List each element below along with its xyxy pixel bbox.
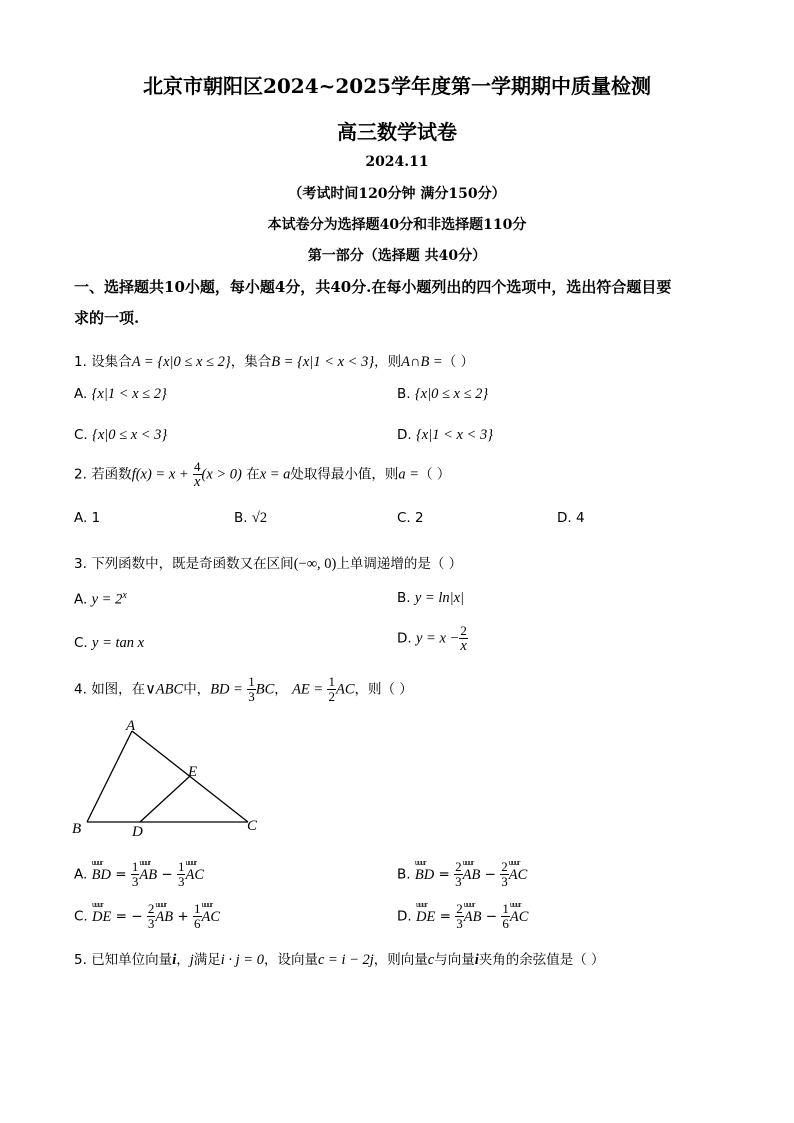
vector-arrow: uuur (509, 899, 521, 909)
vector (463, 899, 482, 926)
option-label: A. (74, 510, 88, 526)
q5-j: j (189, 952, 194, 968)
q2-option-b[interactable] (234, 510, 267, 527)
fraction-numerator: 2 (460, 623, 467, 638)
q4-bd: BD = (210, 681, 243, 698)
exam-time-info: （考试时间120分钟 满分150分） (288, 186, 506, 202)
q4-option-d[interactable]: D. uuur DE = $\frac{2}{3}$ uuur AB − $\frac{1}{6}$ uuur AC (397, 899, 529, 931)
q5-mid4: 与向量 (434, 952, 475, 968)
vector (415, 899, 436, 926)
q2-option-a[interactable] (74, 510, 100, 526)
q4-bc: BC (255, 681, 275, 698)
option-label: D. (557, 510, 572, 526)
option-label: B. (397, 866, 411, 883)
vector-name: AB (463, 908, 482, 925)
q3-pre: 下列函数中，既是奇函数又在区间 (91, 556, 294, 572)
sign: − (131, 908, 143, 925)
q3-option-c[interactable] (74, 635, 144, 652)
q4-ae: AE = (292, 681, 324, 698)
q3-number: 3. (74, 556, 87, 572)
q4-pre: 如图，在 (91, 681, 146, 698)
vector-name: AB (155, 908, 174, 925)
q5-c-def: c = i − 2j (317, 952, 374, 968)
vector-arrow: uuur (414, 857, 426, 867)
option-label: A. (74, 386, 88, 402)
q4-ac: AC (335, 681, 355, 698)
vector-arrow: uuur (185, 857, 197, 867)
q5-post: 夹角的余弦值是（ ） (478, 952, 605, 968)
fraction-denominator: 3 (248, 689, 255, 704)
q1-pre: 设集合 (91, 354, 132, 370)
option-text: {x|0 ≤ x ≤ 2} (414, 386, 489, 402)
vector (139, 857, 158, 884)
fraction-denominator: 6 (194, 916, 201, 931)
option-label: C. (74, 908, 88, 925)
coef-2 (501, 902, 510, 931)
label-c: C (247, 818, 258, 834)
triangle-figure (70, 712, 270, 840)
q2-option-d[interactable] (557, 510, 585, 526)
vector-arrow: uuur (463, 899, 475, 909)
vector-arrow: uuur (91, 857, 103, 867)
vector-name: AB (139, 866, 158, 883)
q3-option-a[interactable] (74, 590, 127, 609)
q1-number: 1. (74, 354, 87, 370)
q5-mid3: ，则向量 (373, 952, 428, 968)
fraction-numerator: 2 (147, 901, 155, 916)
option-label: D. (397, 427, 412, 443)
q5-c: c (427, 952, 435, 968)
fraction-numerator: 1 (502, 901, 509, 916)
vector-name: BD (91, 866, 111, 883)
option-label: A. (74, 866, 88, 883)
vector-name: AC (508, 866, 528, 883)
option-label: B. (397, 386, 411, 402)
fraction-denominator: 3 (177, 874, 185, 889)
q2-number: 2. (74, 466, 87, 483)
option-text: 2 (415, 510, 424, 526)
q3-option-d[interactable] (397, 624, 468, 653)
label-d: D (132, 824, 143, 840)
part-title: 第一部分（选择题 共40分） (307, 248, 487, 264)
vector-name: DE (415, 908, 436, 925)
option-text: y = ln|x| (414, 590, 465, 606)
vector-name: DE (92, 908, 112, 925)
segment-de (140, 776, 190, 822)
q2-pre: 若函数 (91, 466, 132, 483)
vector-name: AC (509, 908, 529, 925)
vector-arrow: uuur (415, 899, 427, 909)
vector (91, 857, 111, 884)
fraction-numerator: 2 (455, 859, 462, 874)
option-text: 4 (575, 510, 585, 526)
vector (92, 899, 112, 926)
q1-option-c[interactable] (74, 427, 167, 444)
fraction-denominator: 3 (455, 874, 462, 889)
option-label: C. (397, 510, 411, 526)
vector-name: AC (201, 908, 221, 925)
vector (185, 857, 204, 884)
q4-mid1: 中， (183, 681, 211, 698)
operator: − (161, 866, 173, 883)
label-e: E (188, 764, 198, 780)
option-label: A. (74, 591, 88, 608)
q3-option-b[interactable] (397, 590, 464, 607)
question-4 (74, 675, 413, 704)
q4-bd-fraction (247, 675, 256, 704)
option-text: {x|0 ≤ x < 3} (92, 427, 168, 443)
q2-blank: （ ） (419, 466, 451, 483)
option-label: B. (234, 510, 248, 526)
option-label: B. (397, 590, 411, 606)
question-5 (74, 948, 605, 969)
vector-name: AB (462, 866, 481, 883)
q5-i: i (172, 952, 177, 968)
q1-option-a[interactable] (74, 386, 167, 403)
q1-blank: （ ） (442, 354, 475, 370)
q5-sep: ， (176, 952, 190, 968)
vector-arrow: uuur (201, 899, 213, 909)
fraction-denominator: 2 (328, 689, 335, 704)
q5-i2: i (474, 952, 479, 968)
operator: + (177, 908, 189, 925)
q4-number: 4. (74, 681, 87, 698)
q4-triangle: ∨ABC (145, 681, 184, 698)
fraction-denominator: x (460, 638, 467, 654)
q5-dot: i · j = 0 (220, 952, 264, 968)
fraction-denominator: x (194, 474, 201, 490)
score-info: 本试卷分为选择题40分和非选择题110分 (267, 217, 527, 233)
vector (509, 899, 529, 926)
vector (155, 899, 174, 926)
vector-name: BD (414, 866, 435, 883)
q4-post: ，则（ ） (354, 681, 413, 698)
option-text: y = tan x (92, 635, 145, 651)
q4-ae-fraction (327, 675, 336, 704)
option-text: {x|1 < x < 3} (415, 427, 494, 443)
section-heading-line2: 求的一项. (74, 309, 140, 327)
vector-name: AC (185, 866, 204, 883)
fraction-numerator: 2 (456, 901, 463, 916)
optD-fraction (459, 624, 468, 653)
coef-1 (455, 902, 464, 931)
q3-post: 上单调递增的是（ ） (336, 556, 463, 572)
option-text: {x|1 < x ≤ 2} (91, 386, 167, 402)
exam-title: 北京市朝阳区2024~2025学年度第一学期期中质量检测 (142, 74, 652, 98)
option-text: y = x − (415, 630, 460, 647)
q2-cond: (x > 0) (201, 466, 242, 483)
q2-mid: 在 (246, 466, 260, 483)
q1-option-b[interactable] (397, 386, 488, 403)
option-text: √2 (251, 510, 268, 526)
q1-post: ，则 (374, 354, 402, 370)
fraction-numerator: 1 (177, 859, 185, 874)
exponent: x (122, 590, 127, 601)
question-2 (74, 460, 450, 489)
label-a: A (126, 718, 136, 734)
section-heading-line1: 一、选择题共10小题，每小题4分，共40分.在每小题列出的四个选项中，选出符合题目要 (74, 278, 672, 296)
exam-subtitle: 高三数学试卷 (337, 120, 457, 144)
fraction-numerator: 1 (248, 674, 255, 689)
q5-mid2: ，设向量 (263, 952, 318, 968)
q5-number: 5. (74, 952, 87, 968)
fraction-numerator: 2 (501, 859, 508, 874)
coef-2 (193, 902, 202, 931)
q2-post: 处取得最小值，则 (290, 466, 399, 483)
option-label: C. (74, 635, 88, 651)
q2-at: x = a (259, 466, 291, 483)
q1-set-a: A = {x|0 ≤ x ≤ 2} (131, 354, 231, 370)
fraction-numerator: 1 (328, 674, 335, 689)
q1-set-b: B = {x|1 < x < 3} (271, 354, 375, 370)
fraction-numerator: 4 (194, 459, 201, 474)
option-label: D. (397, 630, 412, 647)
exam-date: 2024.11 (365, 154, 429, 170)
q4-option-b[interactable]: B. uuur BD = $\frac{2}{3}$ uuur AB − $\frac{2}{3}$ uuur AC (397, 857, 528, 889)
q5-pre: 已知单位向量 (91, 952, 173, 968)
operator: − (484, 866, 496, 883)
question-1 (74, 350, 474, 371)
q3-interval: (−∞, 0) (293, 556, 337, 572)
q4-option-a[interactable]: A. uuur BD = $\frac{1}{3}$ uuur AB − $\frac{1}{3}$ uuur AC (74, 857, 204, 889)
q1-mid: ，集合 (230, 354, 272, 370)
option-label: C. (74, 427, 88, 443)
q4-option-c[interactable]: C. uuur DE = − $\frac{2}{3}$ uuur AB + $\frac{1}{6}$ uuur AC (74, 899, 221, 931)
q5-mid1: 满足 (193, 952, 221, 968)
q1-expr: A∩B = (401, 354, 443, 370)
vector-arrow: uuur (139, 857, 151, 867)
operator: − (485, 908, 498, 925)
fraction-denominator: 3 (131, 874, 139, 889)
option-text: 1 (91, 510, 101, 526)
q2-option-c[interactable] (397, 510, 424, 526)
vector (462, 857, 481, 884)
q2-fraction (193, 460, 202, 489)
vector (414, 857, 435, 884)
fraction-numerator: 1 (194, 901, 201, 916)
vector-arrow: uuur (462, 857, 474, 867)
coef-1 (454, 860, 463, 889)
vector (508, 857, 528, 884)
vector-arrow: uuur (155, 899, 167, 909)
fraction-denominator: 3 (456, 916, 463, 931)
fraction-denominator: 6 (502, 916, 509, 931)
vector (201, 899, 221, 926)
q2-expr: a = (398, 466, 420, 483)
vector-arrow: uuur (508, 857, 520, 867)
fraction-numerator: 1 (131, 859, 139, 874)
vector-arrow: uuur (92, 899, 103, 909)
fraction-denominator: 3 (501, 874, 508, 889)
option-text: y = 2 (91, 591, 123, 608)
fraction-denominator: 3 (147, 916, 155, 931)
q4-sep: ， (274, 681, 288, 698)
option-label: D. (397, 908, 412, 925)
q1-option-d[interactable] (397, 427, 493, 444)
coef-2 (500, 860, 509, 889)
edge-ab (87, 731, 132, 822)
q2-fx: f(x) = x + (131, 466, 189, 483)
label-b: B (72, 821, 82, 837)
question-3 (74, 552, 462, 573)
